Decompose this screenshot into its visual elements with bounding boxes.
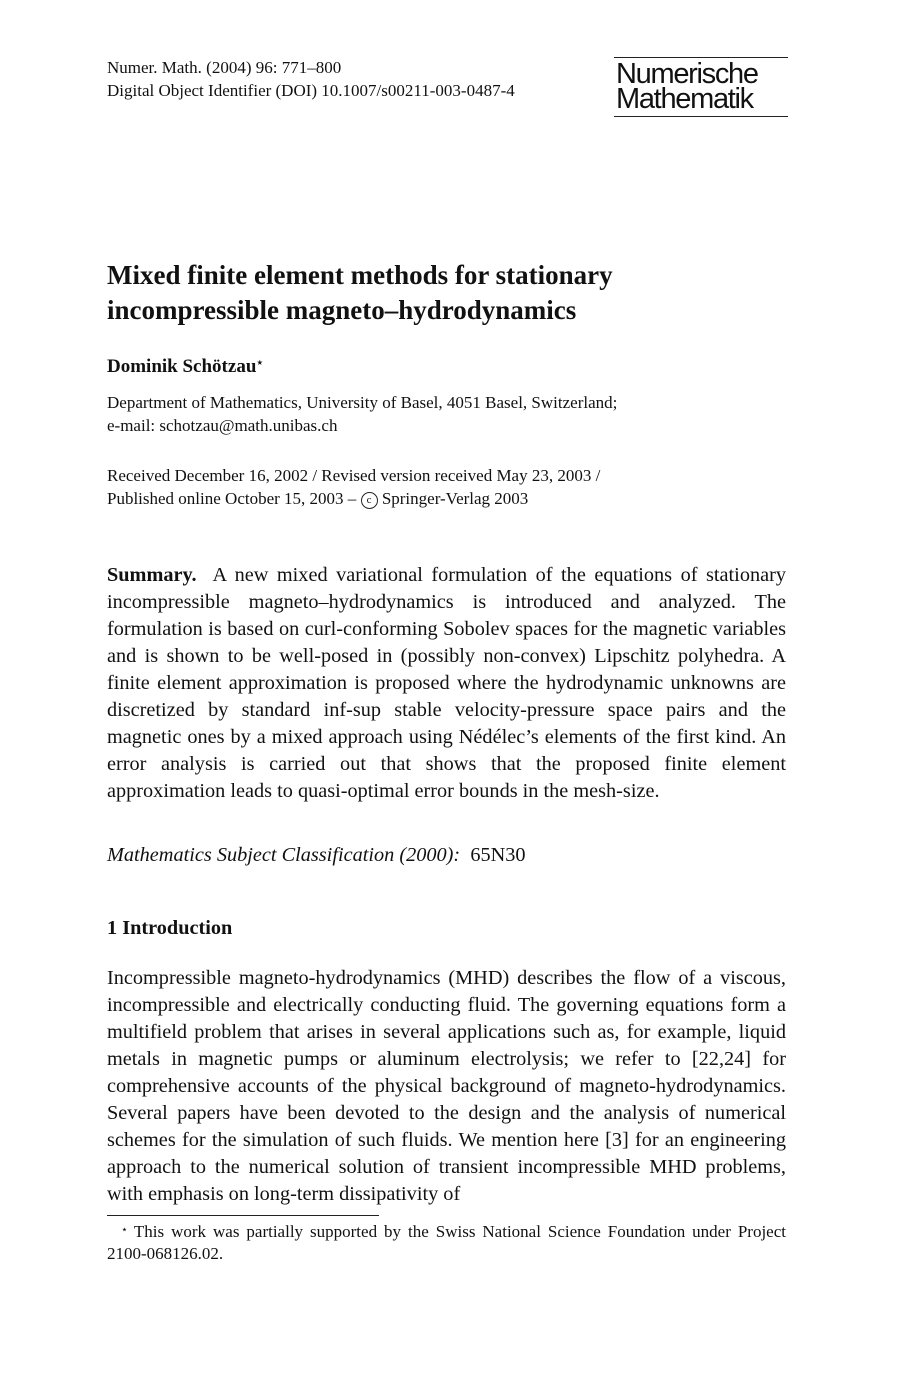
- title-line1: Mixed finite element methods for stationary: [107, 260, 613, 290]
- dates-published: Published online October 15, 2003 –: [107, 489, 357, 508]
- title-line2: incompressible magneto–hydrodynamics: [107, 295, 577, 325]
- paper-title: [107, 258, 807, 328]
- summary-text: A new mixed variational formulation of the equations of stationary incompressible magneto–hydrodynamics is introduced and analyzed. The formulation is based on curl-conforming Sobolev spaces for the magnetic variables and is shown to be well-posed in (possibly non-convex) Lipschitz polyhedra. A finite element approximation is proposed where the hydrodynamic unknowns are discretized by standard inf-sup stable velocity-pressure space pairs and the magnetic ones by a mixed approach using Nédélec’s elements of the first kind. An error analysis is carried out that shows that the proposed finite element approximation leads to quasi-optimal error bounds in the mesh-size.: [107, 564, 786, 802]
- email: e-mail: schotzau@math.unibas.ch: [107, 416, 338, 435]
- footnote: [107, 1219, 786, 1265]
- citation-block: [107, 56, 515, 102]
- introduction-text: Incompressible magneto-hydrodynamics (MHD) describes the flow of a viscous, incompressible and electrically conducting fluid. The governing equations form a multifield problem that arises in several applications such as, for example, liquid metals in magnetic pumps or aluminum electrolysis; we refer to [22,24] for comprehensive accounts of the physical background of magneto-hydrodynamics. Several papers have been devoted to the design and the analysis of numerical schemes for the simulation of such fluids. We mention here [3] for an engineering approach to the numerical solution of transient incompressible MHD problems, with emphasis on long-term dissipativity of: [107, 967, 786, 1205]
- section-heading: 1 Introduction: [107, 917, 233, 939]
- footnote-text: This work was partially supported by the Swiss National Science Foundation under Project 2100-068126.02.: [107, 1222, 786, 1263]
- citation: Numer. Math. (2004) 96: 771–800: [107, 58, 342, 77]
- journal-logo: [614, 57, 788, 117]
- footnote-divider: [107, 1215, 379, 1216]
- doi: Digital Object Identifier (DOI) 10.1007/s00211-003-0487-4: [107, 81, 515, 100]
- msc-label: Mathematics Subject Classification (2000):: [107, 844, 461, 866]
- dates-line1: Received December 16, 2002 / Revised version received May 23, 2003 /: [107, 466, 601, 485]
- author-footnote-mark: ⋆: [256, 357, 264, 369]
- msc-code: 65N30: [470, 844, 526, 866]
- dates-line2: [107, 487, 600, 510]
- journal-logo-line1: Numerische: [616, 58, 758, 90]
- publication-dates: [107, 464, 600, 510]
- affiliation: Department of Mathematics, University of Basel, 4051 Basel, Switzerland;: [107, 393, 618, 412]
- author: [107, 350, 263, 380]
- msc-classification: [107, 842, 526, 869]
- summary-label: Summary.: [107, 564, 197, 586]
- summary: [107, 562, 786, 805]
- dates-publisher: Springer-Verlag 2003: [381, 489, 529, 508]
- copyright-icon: c: [361, 492, 378, 509]
- affiliation-block: [107, 391, 617, 437]
- journal-logo-line2: Mathematik: [616, 83, 753, 115]
- footnote-mark: ⋆: [121, 1224, 128, 1236]
- author-name: Dominik Schötzau: [107, 356, 257, 377]
